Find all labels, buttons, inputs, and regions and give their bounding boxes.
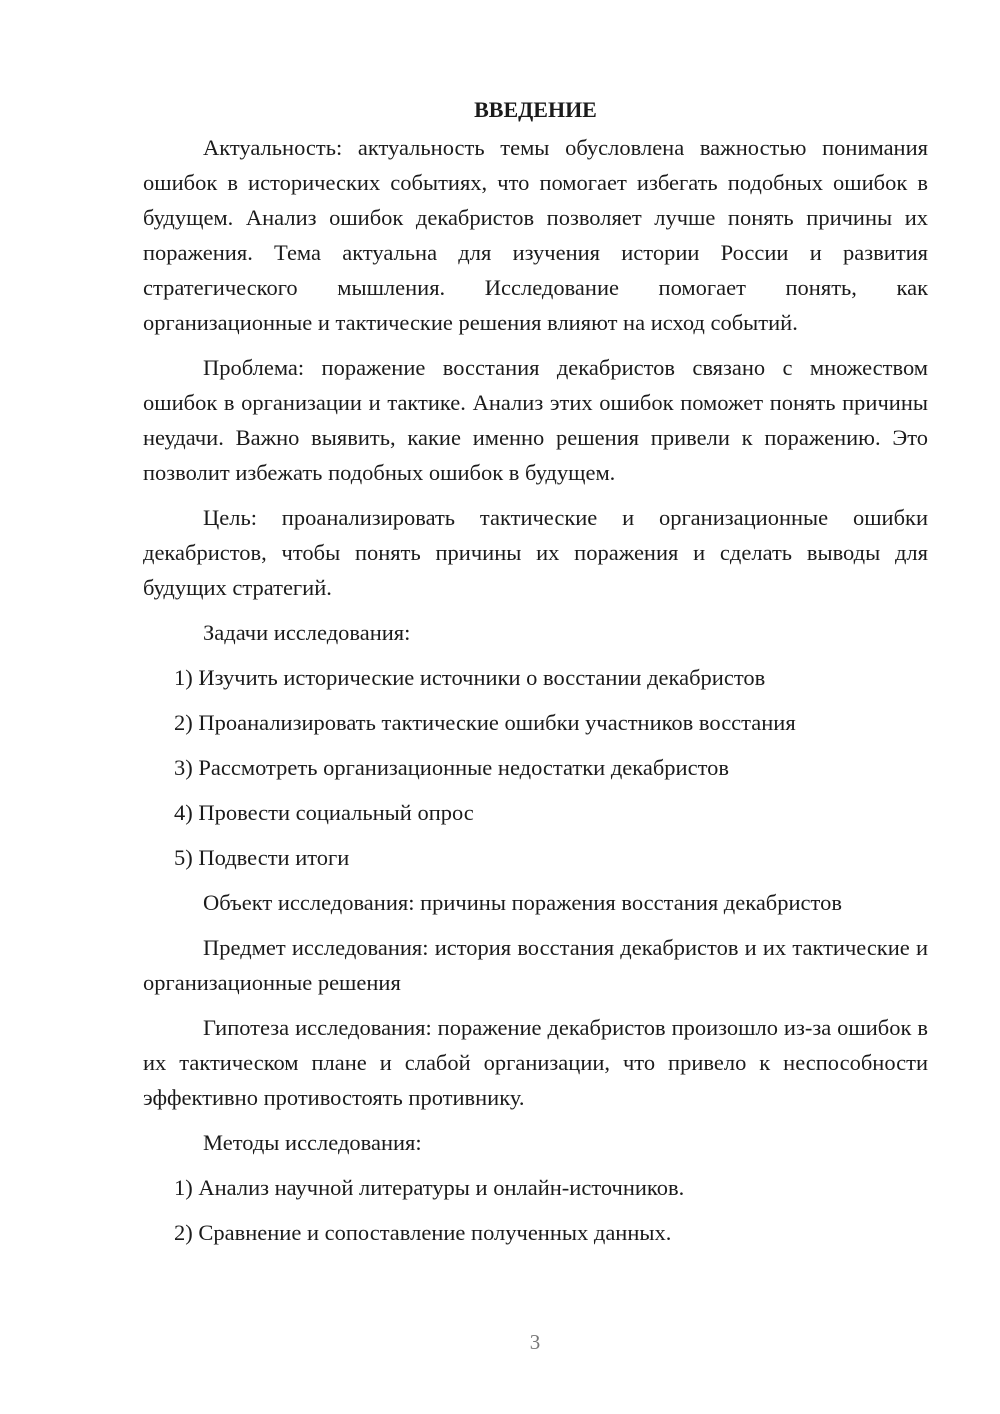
goal-paragraph: Цель: проанализировать тактические и организационные ошибки декабристов, чтобы понять причины их поражения и сделать выводы для будущих стратегий. — [143, 505, 928, 600]
task-item-4: 4) Провести социальный опрос — [174, 800, 474, 825]
task-item-5: 5) Подвести итоги — [174, 845, 350, 870]
task-item-3: 3) Рассмотреть организационные недостатки декабристов — [174, 755, 729, 780]
object-paragraph: Объект исследования: причины поражения восстания декабристов — [203, 890, 842, 915]
methods-heading: Методы исследования: — [203, 1130, 422, 1155]
method-item-1: 1) Анализ научной литературы и онлайн-источников. — [174, 1175, 685, 1200]
tasks-heading: Задачи исследования: — [203, 620, 411, 645]
relevance-paragraph: Актуальность: актуальность темы обусловлена важностью понимания ошибок в исторических событиях, что помогает избегать подобных ошибок в будущем. Анализ ошибок декабристов позволяет лучше понять причины их поражения. Тема актуальна для изучения истории России и развития стратегического мышления. Исследование помогает понять, как организационные и тактические решения влияют на исход событий. — [143, 135, 928, 335]
subject-paragraph: Предмет исследования: история восстания декабристов и их тактические и организационные решения — [143, 935, 928, 995]
task-item-2: 2) Проанализировать тактические ошибки участников восстания — [174, 710, 796, 735]
task-item-1: 1) Изучить исторические источники о восстании декабристов — [174, 665, 766, 690]
page-title: ВВЕДЕНИЕ — [474, 97, 597, 122]
method-item-2: 2) Сравнение и сопоставление полученных данных. — [174, 1220, 672, 1245]
hypothesis-paragraph: Гипотеза исследования: поражение декабристов произошло из-за ошибок в их тактическом плане и слабой организации, что привело к неспособности эффективно противостоять противнику. — [143, 1015, 928, 1110]
page-number: 3 — [529, 1330, 541, 1354]
page-content — [143, 92, 928, 1260]
problem-paragraph: Проблема: поражение восстания декабристов связано с множеством ошибок в организации и тактике. Анализ этих ошибок поможет понять причины неудачи. Важно выявить, какие именно решения привели к поражению. Это позволит избежать подобных ошибок в будущем. — [143, 355, 928, 485]
